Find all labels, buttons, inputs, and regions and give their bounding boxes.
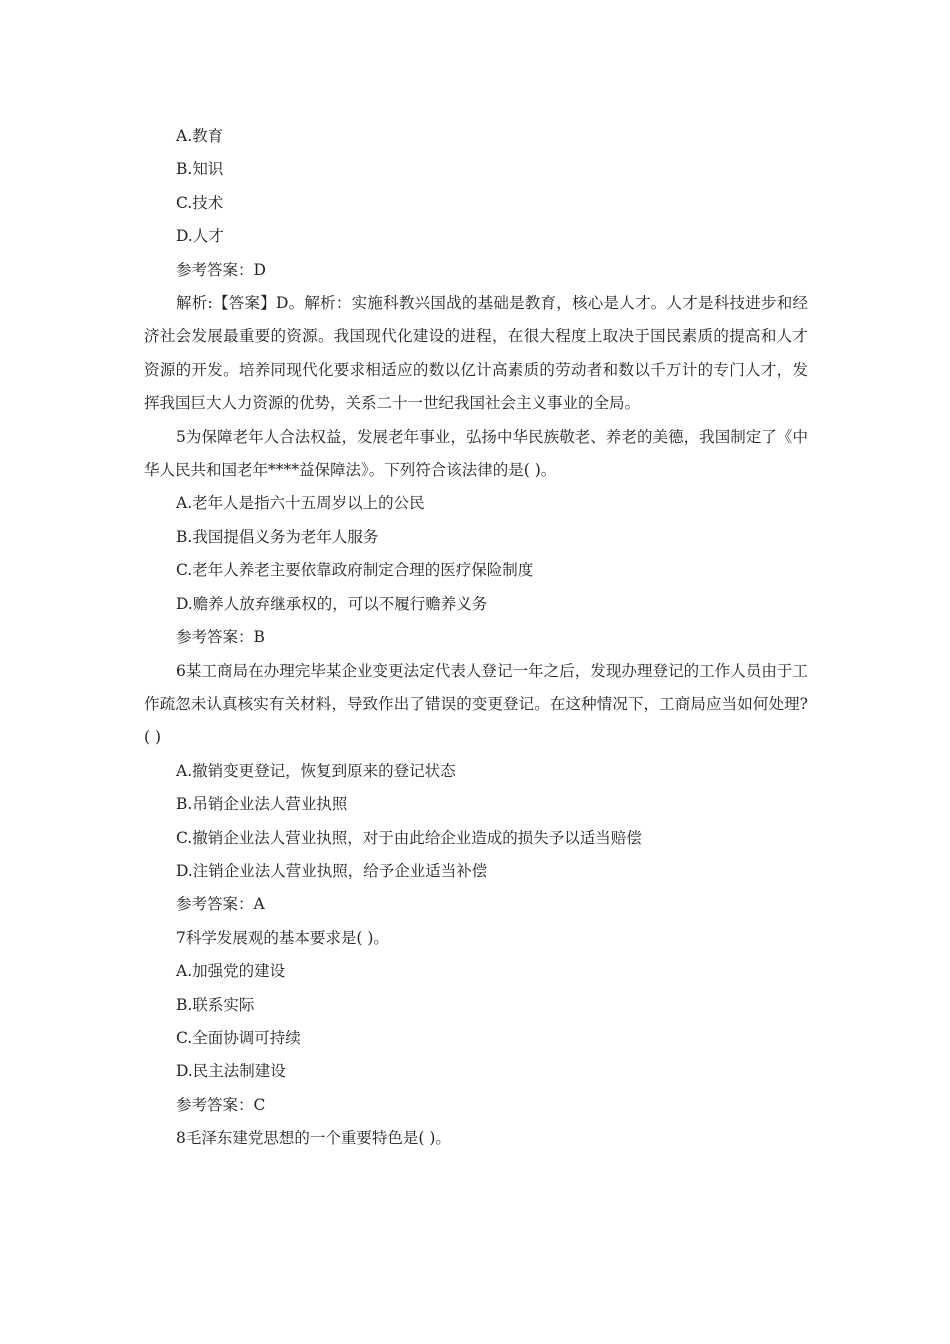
q7-option-a: A.加强党的建设 (176, 962, 286, 981)
document-body (144, 120, 808, 1156)
q4-explanation: 解析:【答案】D。解析：实施科教兴国战的基础是教育，核心是人才。人才是科技进步和经济社会发展最重要的资源。我国现代化建设的进程，在很大程度上取决于国民素质的提高和人才资源的开发。培养同现代化要求相适应的数以亿计高素质的劳动者和数以千万计的专门人才，发挥我国巨大人力资源的优势，关系二十一世纪我国社会主义事业的全局。 (144, 294, 808, 413)
q7-option-b: B.联系实际 (176, 995, 255, 1014)
q6-answer: 参考答案：A (176, 895, 265, 914)
q5-option-d: D.赡养人放弃继承权的，可以不履行赡养义务 (176, 594, 488, 613)
q4-option-c: C.技术 (176, 193, 224, 212)
q5-question: 5为保障老年人合法权益，发展老年事业，弘扬中华民族敬老、养老的美德，我国制定了《中华人民共和国老年****益保障法》。下列符合该法律的是( )。 (144, 427, 808, 480)
q6-option-b: B.吊销企业法人营业执照 (176, 795, 348, 814)
q4-answer: 参考答案：D (176, 260, 266, 279)
q5-answer: 参考答案：B (176, 628, 265, 647)
q6-option-d: D.注销企业法人营业执照，给予企业适当补偿 (176, 861, 488, 880)
q5-option-b: B.我国提倡义务为老年人服务 (176, 527, 379, 546)
q5-option-a: A.老年人是指六十五周岁以上的公民 (176, 494, 425, 513)
q8-question: 8毛泽东建党思想的一个重要特色是( )。 (176, 1129, 451, 1148)
q7-option-c: C.全面协调可持续 (176, 1028, 301, 1047)
q4-option-a: A.教育 (176, 127, 224, 145)
q4-option-b: B.知识 (176, 160, 224, 179)
q4-option-d: D.人才 (176, 227, 224, 246)
q7-question: 7科学发展观的基本要求是( )。 (176, 928, 389, 947)
q7-answer: 参考答案：C (176, 1095, 266, 1114)
q6-option-c: C.撤销企业法人营业执照，对于由此给企业造成的损失予以适当赔偿 (176, 828, 642, 847)
q7-option-d: D.民主法制建设 (176, 1062, 286, 1081)
q6-option-a: A.撤销变更登记，恢复到原来的登记状态 (176, 761, 456, 780)
q6-question: 6某工商局在办理完毕某企业变更法定代表人登记一年之后，发现办理登记的工作人员由于工作疏忽未认真核实有关材料，导致作出了错误的变更登记。在这种情况下，工商局应当如何处理?( ) (144, 661, 808, 747)
q5-option-c: C.老年人养老主要依靠政府制定合理的医疗保险制度 (176, 561, 534, 580)
